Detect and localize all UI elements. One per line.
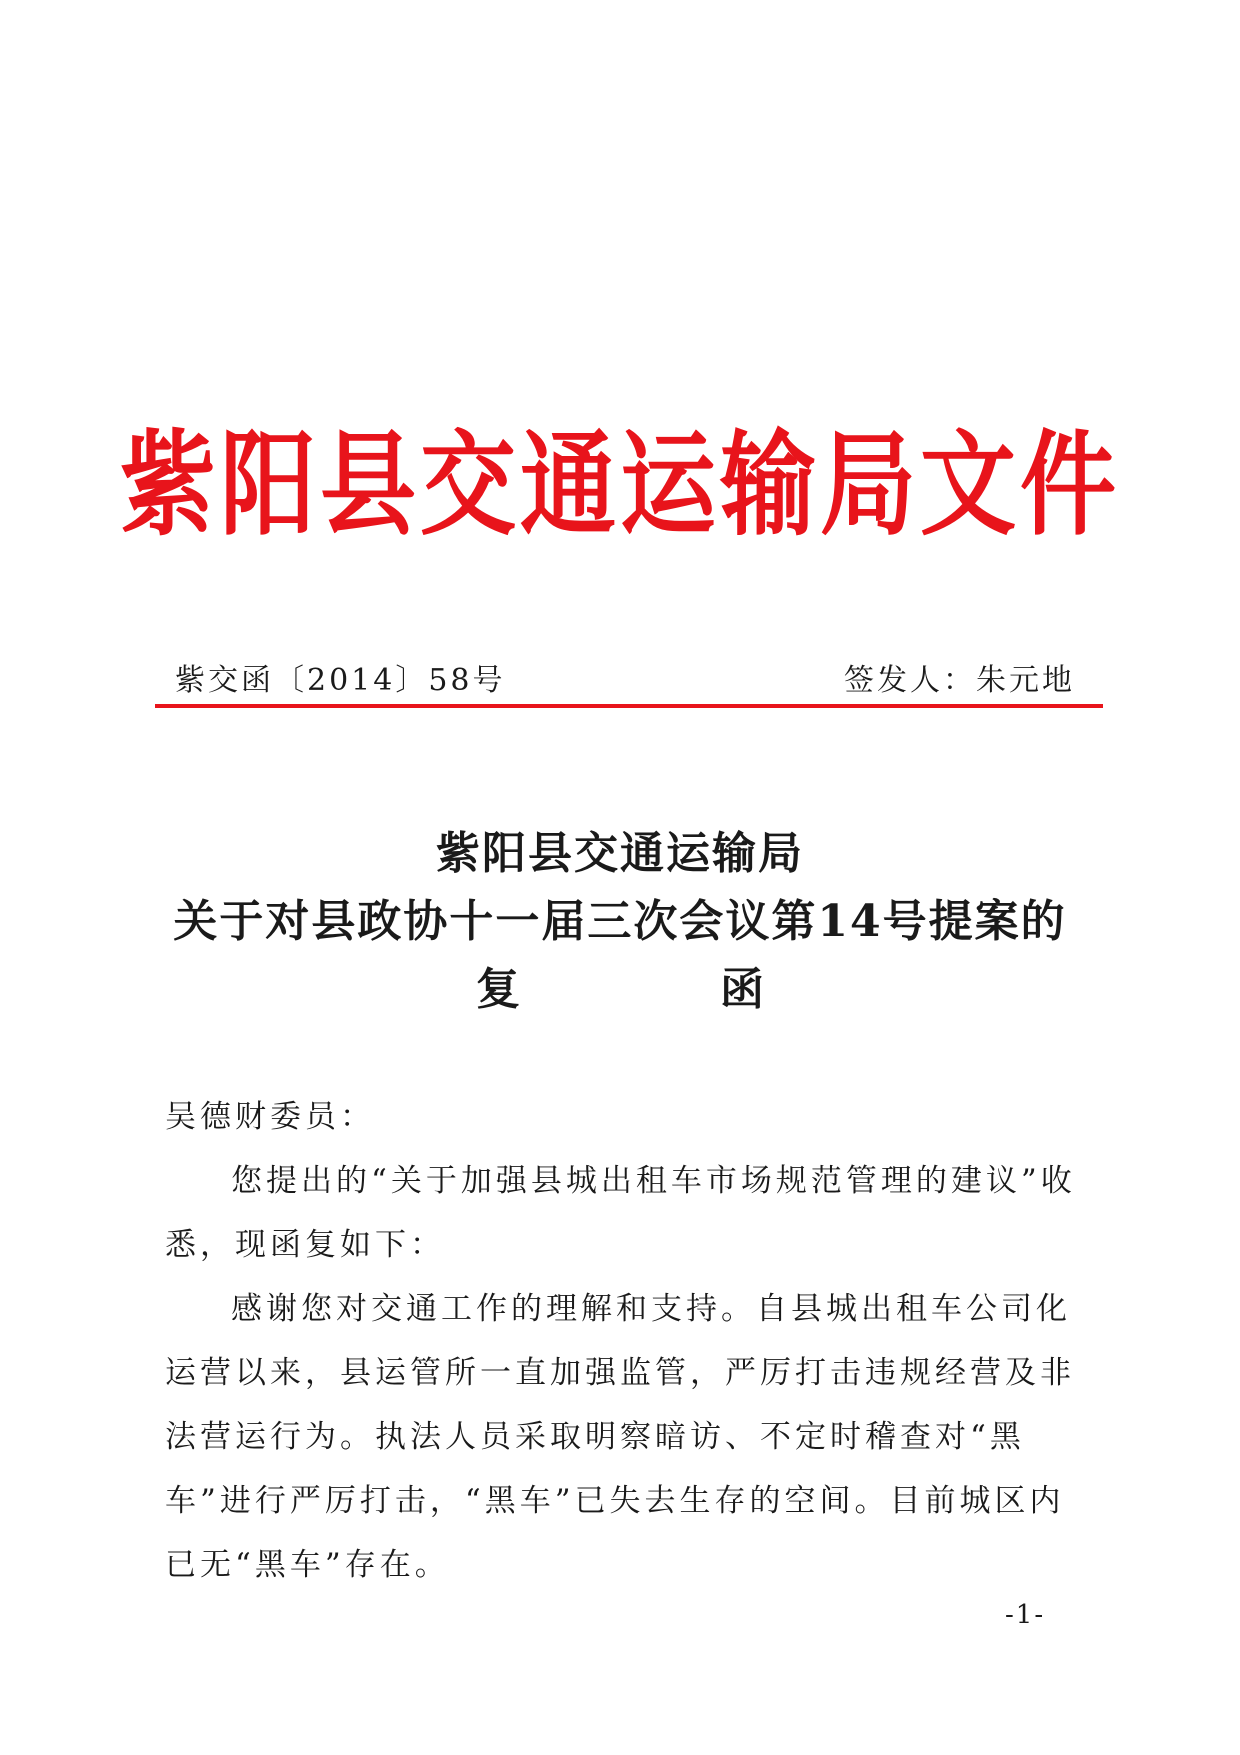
issuer-signatory: 签发人：朱元地 bbox=[844, 663, 1075, 698]
body-paragraph-1: 您提出的“关于加强县城出租车市场规范管理的建议”收悉，现函复如下： bbox=[165, 1163, 1076, 1263]
document-title bbox=[0, 820, 1240, 1024]
document-body bbox=[165, 1085, 1085, 1597]
title-line-3: 复函 bbox=[476, 964, 964, 1015]
title-line-2: 关于对县政协十一届三次会议第14号提案的 bbox=[173, 896, 1067, 947]
red-divider-line bbox=[155, 704, 1103, 708]
masthead-title: 紫阳县交通运输局文件 bbox=[120, 418, 1120, 551]
body-paragraph-2: 感谢您对交通工作的理解和支持。自县城出租车公司化运营以来，县运管所一直加强监管，严厉打击违规经营及非法营运行为。执法人员采取明察暗访、不定时稽查对“黑车”进行严厉打击，“黑车”已失去生存的空间。目前城区内已无“黑车”存在。 bbox=[165, 1291, 1075, 1583]
title-line-1: 紫阳县交通运输局 bbox=[436, 828, 804, 879]
salutation: 吴德财委员： bbox=[165, 1099, 375, 1135]
document-number: 紫交函〔2014〕58号 bbox=[175, 663, 506, 698]
page-number: -1- bbox=[1005, 1600, 1046, 1630]
document-meta-row bbox=[175, 655, 1075, 699]
